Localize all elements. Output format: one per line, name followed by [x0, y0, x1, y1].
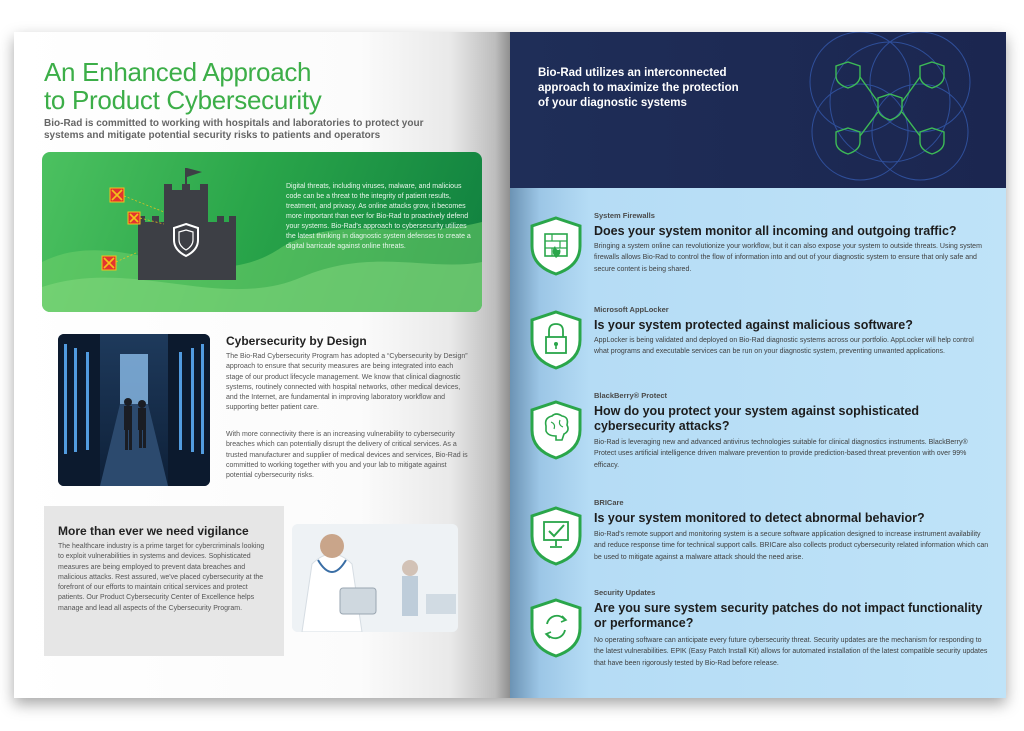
item-body-firewalls: Bringing a system online can revolutionize your workflow, but it can also expose your system to outside threats. Using system firewalls allows Bio-Rad to control the flow of information into and out of your diagnostic system to ensure that only safe and secure content is being shared. — [594, 243, 982, 273]
item-body-applocker: AppLocker is being validated and deployed on Bio-Rad diagnostic systems across our portfolio. AppLocker will help control what programs and executable services can be run on your diagnostic system, preventing unwanted applications. — [594, 337, 974, 356]
vigilance-text: The healthcare industry is a prime target for cybercriminals looking to exploit vulnerabilities in systems and devices. Sophisticated measures are being employed to prevent data breaches and malicious attacks. Rest assured, we've placed cybersecurity at the forefront of our efforts to maintain critical services and protect patients. Our Product Cybersecurity Center of Excellence helps manage and lead all aspects of the Cybersecurity Program. — [58, 543, 265, 612]
brochure-spread — [14, 32, 1006, 698]
brain-icon — [530, 400, 582, 460]
item-question-firewalls: Does your system monitor all incoming and outgoing traffic? — [594, 224, 957, 238]
left-page — [14, 32, 510, 698]
item-question-bricare: Is your system monitored to detect abnormal behavior? — [594, 511, 925, 525]
item-label-firewalls: System Firewalls — [594, 211, 655, 220]
item-body-blackberry: Bio-Rad is leveraging new and advanced antivirus technologies suitable for clinical diagnostics instruments. BlackBerry® Protect uses artificial intelligence driven malware prevention to provide prediction-based threat prevention with over 99% efficacy. — [594, 439, 968, 469]
item-label-applocker: Microsoft AppLocker — [594, 305, 669, 314]
vigilance-heading: More than ever we need vigilance — [58, 524, 249, 538]
right-header-line-1: Bio-Rad utilizes an interconnected — [538, 67, 727, 79]
page-title — [44, 58, 364, 114]
right-header-title — [538, 66, 798, 111]
data-center-photo — [58, 334, 210, 486]
intro-text: Bio-Rad is committed to working with hospitals and laboratories to protect your systems and mitigate potential security risks to patients and operators — [44, 118, 424, 141]
title-line-1: An Enhanced Approach — [44, 57, 312, 87]
item-body-security-updates: No operating software can anticipate every future cybersecurity threat. Security updates are the mechanism for responding to the latest vulnerabilities. EPIK (Easy Patch Install Kit) allows for automated installation of the latest compatible security updates that have been rigorously tested by Bio-Rad before release. — [594, 637, 988, 667]
title-line-2: to Product Cybersecurity — [44, 85, 322, 115]
item-question-blackberry: How do you protect your system against sophisticated cybersecurity attacks? — [594, 404, 920, 433]
right-page — [510, 32, 1006, 698]
design-paragraph-2: With more connectivity there is an increasing vulnerability to cybersecurity breaches which can potentially disrupt the delivery of critical services. As a trusted manufacturer and supplier of medical devices and services, Bio-Rad is committed to working together with you and your lab to mitigate against potential cybersecurity risks. — [226, 431, 468, 480]
monitor-check-icon — [530, 506, 582, 566]
item-label-blackberry: BlackBerry® Protect — [594, 391, 668, 400]
item-question-security-updates: Are you sure system security patches do not impact functionality or performance? — [594, 601, 983, 630]
design-paragraph-1: The Bio-Rad Cybersecurity Program has adopted a “Cybersecurity by Design” approach to ensure that security measures are being integrated into each stage of our product lifecycle management. We know that clinical diagnostic systems, routinely connected with hospital networks, other medical devices, and the Internet, are fundamental in improving laboratory workflow and supporting better patient care. — [226, 353, 468, 412]
doctor-photo — [292, 524, 458, 632]
refresh-icon — [530, 598, 582, 658]
right-header-line-3: of your diagnostic systems — [538, 97, 687, 109]
item-label-security-updates: Security Updates — [594, 588, 656, 597]
header-band — [510, 32, 1006, 188]
right-header-line-2: approach to maximize the protection — [538, 82, 739, 94]
banner-text: Digital threats, including viruses, malware, and malicious code can be a threat to the integrity of patient results, treatment, and privacy. As online attacks grow, it becomes more important than ever for Bio-Rad to proactively defend your systems. Bio-Rad's approach to cybersecurity utilizes the latest thinking in diagnostic system defenses to create a digital barricade against online threats. — [286, 183, 471, 250]
network-shields-icon — [780, 32, 1006, 188]
threat-banner — [42, 152, 482, 312]
item-question-applocker: Is your system protected against malicious software? — [594, 318, 913, 332]
item-label-bricare: BRICare — [594, 498, 624, 507]
padlock-icon — [530, 310, 582, 370]
firewall-icon — [530, 216, 582, 276]
item-body-bricare: Bio-Rad's remote support and monitoring system is a secure software application designed to increase instrument availability and reduce response time for technical support calls. BRICare also collects product cybersecurity related information which can be used to mitigate against a malware attack should the need arise. — [594, 531, 989, 561]
design-heading: Cybersecurity by Design — [226, 334, 367, 348]
